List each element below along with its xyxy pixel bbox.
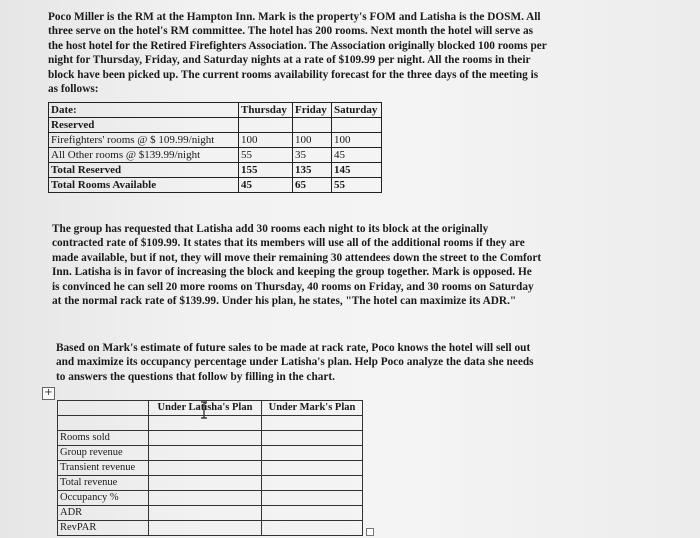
row-label: Rooms sold: [58, 431, 149, 446]
header-cell-mark: Under Mark's Plan: [262, 401, 363, 416]
input-cell[interactable]: [262, 521, 363, 536]
table-row: [58, 506, 363, 521]
header-cell: Thursday: [239, 103, 293, 118]
table-cell: 100: [332, 133, 382, 148]
row-label: Firefighters' rooms @ $ 109.99/night: [49, 133, 239, 148]
input-cell[interactable]: [149, 446, 262, 461]
row-label: ADR: [58, 506, 149, 521]
input-cell[interactable]: [149, 461, 262, 476]
input-cell[interactable]: [149, 476, 262, 491]
table-cell: 100: [293, 133, 332, 148]
analysis-table[interactable]: [57, 400, 363, 536]
instructions-paragraph: Based on Mark's estimate of future sales to be made at rack rate, Poco knows the hotel will sell out and maximize its occupancy percentage under Latisha's plan. Help Poco analyze the data she needs to answers the questions that follow by filling in the chart.: [56, 342, 534, 383]
header-cell: Date:: [49, 103, 239, 118]
row-label: RevPAR: [58, 521, 149, 536]
table-cell: 100: [239, 133, 293, 148]
header-cell-latisha: Under Latisha's Plan: [149, 401, 262, 416]
table-row: [58, 446, 363, 461]
input-cell[interactable]: [262, 431, 363, 446]
table-cell: [293, 118, 332, 133]
table-row: [58, 521, 363, 536]
row-label: Occupancy %: [58, 491, 149, 506]
input-cell[interactable]: [262, 461, 363, 476]
text-cursor-icon: [199, 401, 209, 419]
table-cell: 45: [332, 148, 382, 163]
table-cell: 45: [239, 178, 293, 193]
table-cell: 65: [293, 178, 332, 193]
table-header-row: [49, 103, 382, 118]
request-paragraph: The group has requested that Latisha add 30 rooms each night to its block at the originally contracted rate of $109.99. It states that its members will use all of the additional rooms if they are made available, but if not, they will move their remaining 30 attendees down the street to the Comfort Inn. Latisha is in favor of increasing the block and keeping the group together. Mark is opposed. He is convinced he can sell 20 more rooms on Thursday, 40 rooms on Friday, and 30 rooms on Saturday at the normal rack rate of $139.99. Under his plan, he states, "The hotel can maximize its ADR.": [52, 223, 542, 308]
table-row: [58, 431, 363, 446]
table-row: [49, 133, 382, 148]
table-cell: 155: [239, 163, 293, 178]
input-cell[interactable]: [149, 431, 262, 446]
row-label: Total revenue: [58, 476, 149, 491]
input-cell[interactable]: [149, 506, 262, 521]
table-cell: 35: [293, 148, 332, 163]
table-row: [49, 148, 382, 163]
table-row: [49, 178, 382, 193]
table-header-row: [58, 401, 363, 416]
header-cell: Saturday: [332, 103, 382, 118]
table-row: [58, 491, 363, 506]
input-cell[interactable]: [149, 521, 262, 536]
header-cell: Friday: [293, 103, 332, 118]
table-cell: [332, 118, 382, 133]
row-label: Transient revenue: [58, 461, 149, 476]
input-cell[interactable]: [262, 446, 363, 461]
row-label: Group revenue: [58, 446, 149, 461]
table-row: [58, 416, 363, 431]
table-row: [49, 118, 382, 133]
table-cell[interactable]: [58, 416, 149, 431]
section-label: Reserved: [49, 118, 239, 133]
row-label: Total Reserved: [49, 163, 239, 178]
forecast-table: [48, 102, 382, 193]
resize-handle-icon[interactable]: [366, 528, 374, 536]
table-cell: 55: [239, 148, 293, 163]
table-cell: [239, 118, 293, 133]
row-label: Total Rooms Available: [49, 178, 239, 193]
intro-paragraph: Poco Miller is the RM at the Hampton Inn. Mark is the property's FOM and Latisha is the DOSM. All three serve on the hotel's RM committee. The hotel has 200 rooms. Next month the hotel will serve as the host hotel for the Retired Firefighters Association. The Association originally blocked 100 rooms per night for Thursday, Friday, and Saturday nights at a rate of $109.99 per night. All the rooms in their block have been picked up. The current rooms availability forecast for the three days of the meeting is as follows:: [48, 11, 547, 96]
table-row: [49, 163, 382, 178]
header-cell: [58, 401, 149, 416]
move-handle-icon[interactable]: +: [42, 387, 55, 400]
input-cell[interactable]: [149, 491, 262, 506]
table-cell[interactable]: [262, 416, 363, 431]
table-cell: 55: [332, 178, 382, 193]
table-row: [58, 461, 363, 476]
input-cell[interactable]: [262, 491, 363, 506]
table-cell: 135: [293, 163, 332, 178]
input-cell[interactable]: [262, 476, 363, 491]
table-row: [58, 476, 363, 491]
row-label: All Other rooms @ $139.99/night: [49, 148, 239, 163]
input-cell[interactable]: [262, 506, 363, 521]
table-cell: 145: [332, 163, 382, 178]
